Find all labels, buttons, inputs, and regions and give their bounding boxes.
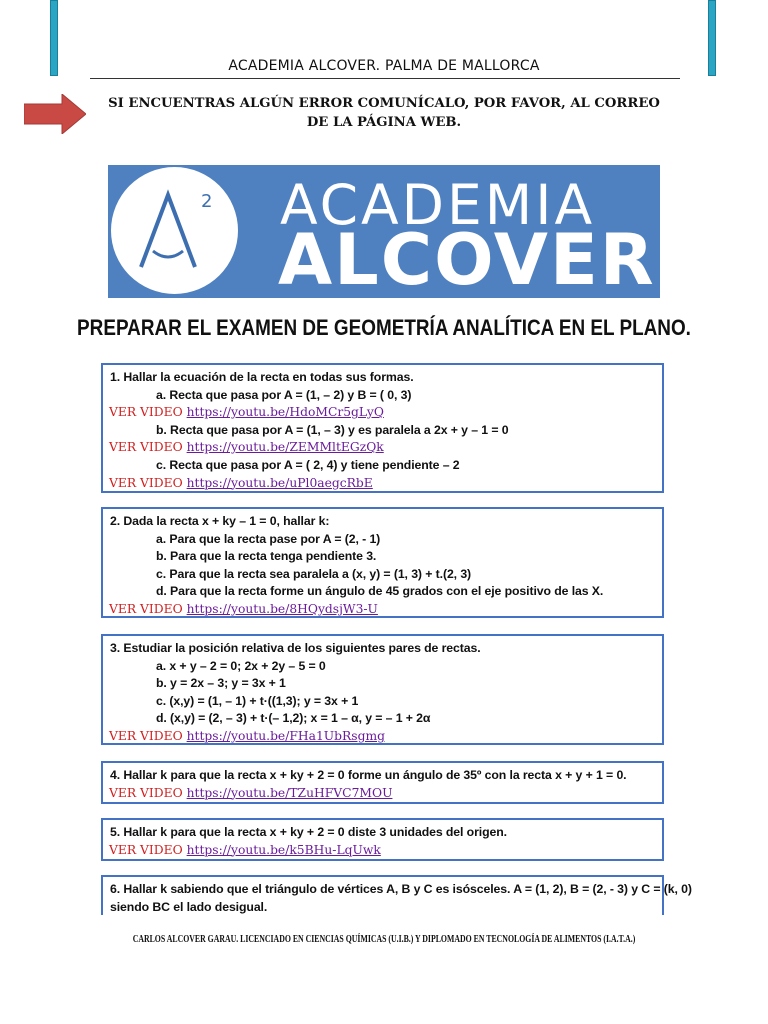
problem-box-3	[101, 634, 664, 745]
sub-item: c. Recta que pasa por A = ( 2, 4) y tiene pendiente – 2	[156, 457, 460, 472]
page-header: ACADEMIA ALCOVER. PALMA DE MALLORCA	[228, 58, 540, 74]
sub-item: d. (x,y) = (2, – 3) + t·(– 1,2); x = 1 – α, y = – 1 + 2α	[156, 711, 431, 726]
problem-statement-continued: siendo BC el lado desigual.	[110, 899, 268, 914]
problem-box-2	[101, 507, 664, 618]
video-line	[109, 728, 662, 746]
sub-item: b. Para que la recta tenga pendiente 3.	[156, 549, 377, 564]
video-label: VER VIDEO	[109, 601, 183, 616]
video-link[interactable]: https://youtu.be/k5BHu-LqUwk	[186, 842, 381, 857]
header-divider	[90, 78, 680, 79]
video-link[interactable]: https://youtu.be/8HQydsjW3-U	[186, 601, 378, 616]
sub-item: a. Recta que pasa por A = (1, – 2) y B = ( 0, 3)	[156, 387, 412, 402]
sub-item: c. (x,y) = (1, – 1) + t·((1,3); y = 3x + 1	[156, 693, 359, 708]
video-label: VER VIDEO	[109, 405, 183, 420]
problem-statement: 2. Dada la recta x + ky – 1 = 0, hallar k:	[110, 514, 330, 528]
sub-item: d. Para que la recta forme un ángulo de 45 grados con el eje positivo de las X.	[156, 584, 604, 599]
banner-title-alcover: ALCOVER	[278, 219, 656, 301]
sub-item: a. x + y – 2 = 0; 2x + 2y – 5 = 0	[156, 658, 326, 673]
video-link[interactable]: https://youtu.be/TZuHFVC7MOU	[186, 785, 393, 800]
page-title: PREPARAR EL EXAMEN DE GEOMETRÍA ANALÍTICA EN EL PLANO.	[77, 315, 691, 340]
video-label: VER VIDEO	[109, 728, 183, 743]
video-line	[109, 475, 662, 493]
video-link[interactable]: https://youtu.be/HdoMCr5gLyQ	[186, 405, 384, 420]
video-link[interactable]: https://youtu.be/ZEMMltEGzQk	[186, 440, 384, 455]
video-label: VER VIDEO	[109, 475, 183, 490]
problem-statement: 4. Hallar k para que la recta x + ky + 2 = 0 forme un ángulo de 35º con la recta x + y + 1 = 0.	[110, 768, 627, 782]
video-line	[109, 601, 662, 619]
video-link[interactable]: https://youtu.be/uPl0aegcRbE	[186, 475, 373, 490]
video-label: VER VIDEO	[109, 842, 183, 857]
problem-box-4	[101, 761, 664, 804]
sub-item: b. y = 2x – 3; y = 3x + 1	[156, 676, 286, 691]
banner-title-academia: ACADEMIA	[280, 173, 596, 237]
problem-statement: 5. Hallar k para que la recta x + ky + 2 = 0 diste 3 unidades del origen.	[110, 825, 507, 839]
sub-item: b. Recta que pasa por A = (1, – 3) y es paralela a 2x + y – 1 = 0	[156, 422, 509, 437]
academy-logo-banner	[108, 165, 660, 301]
sub-item: c. Para que la recta sea paralela a (x, y) = (1, 3) + t.(2, 3)	[156, 566, 472, 581]
problem-box-1	[101, 363, 664, 493]
video-label: VER VIDEO	[109, 785, 183, 800]
logo-circle	[111, 167, 238, 294]
logo-superscript: 2	[201, 191, 213, 212]
video-label: VER VIDEO	[109, 440, 183, 455]
problem-statement: 1. Hallar la ecuación de la recta en todas sus formas.	[110, 370, 414, 384]
problem-statement: 6. Hallar k sabiendo que el triángulo de vértices A, B y C es isósceles. A = (1, 2), B = (2, - 3) y C = (k, 0)	[110, 882, 692, 896]
error-notice: SI ENCUENTRAS ALGÚN ERROR COMUNÍCALO, POR FAVOR, AL CORREO DE LA PÁGINA WEB.	[108, 96, 660, 130]
sub-item: a. Para que la recta pase por A = (2, - 1)	[156, 531, 381, 546]
problem-statement: 3. Estudiar la posición relativa de los siguientes pares de rectas.	[110, 641, 481, 655]
problem-box-6	[101, 875, 692, 915]
a-squared-logo-icon	[111, 167, 238, 294]
page-footer: CARLOS ALCOVER GARAU. LICENCIADO EN CIENCIAS QUÍMICAS (U.I.B.) Y DIPLOMADO EN TECNOLOGÍA DE ALIMENTOS (I.A.T.A.)	[132, 934, 636, 945]
video-line	[109, 404, 662, 422]
video-line	[109, 439, 662, 457]
video-line	[109, 785, 662, 803]
problem-box-5	[101, 818, 664, 861]
video-link[interactable]: https://youtu.be/FHa1UbRsgmg	[186, 728, 385, 743]
video-line	[109, 842, 662, 860]
arrow-right-icon	[24, 94, 86, 134]
